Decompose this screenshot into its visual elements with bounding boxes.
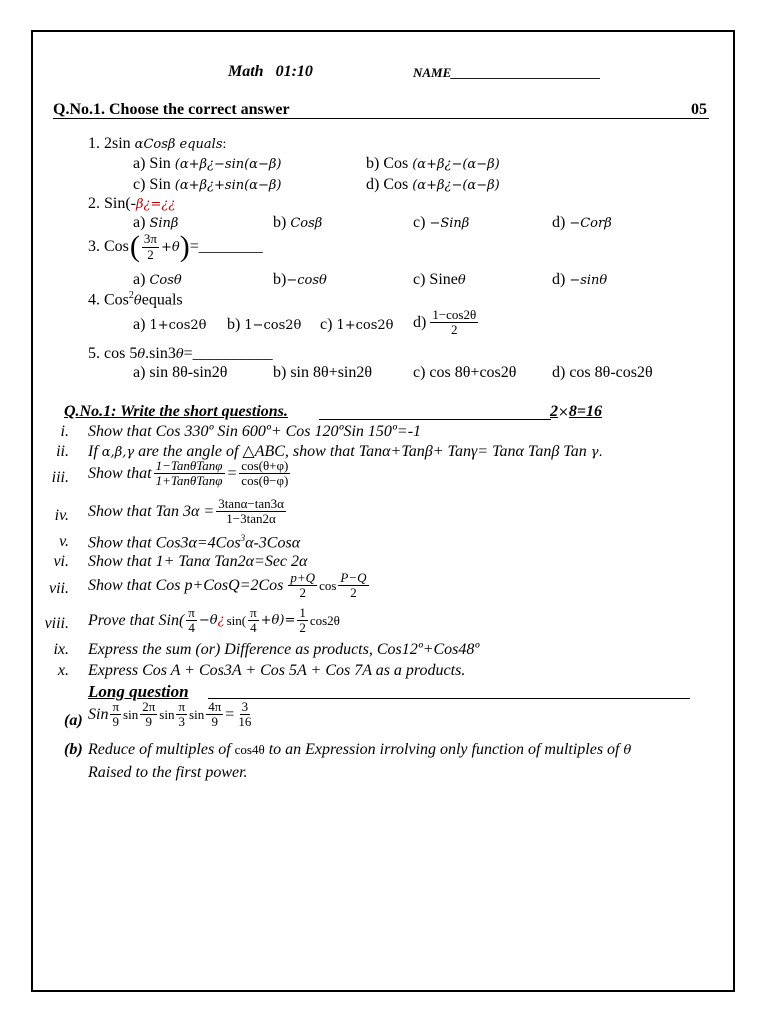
section2-marks bbox=[550, 404, 602, 420]
mcq1-option-c-math: (α+β¿+sin(α−β) bbox=[174, 178, 282, 193]
mcq3-option-a-label: a) bbox=[133, 271, 146, 288]
section1-marks: 05 bbox=[691, 101, 707, 118]
mcq4-option-b[interactable] bbox=[227, 317, 301, 333]
mcq4-option-c-label: c) bbox=[320, 316, 333, 333]
sq-vii-fraction1 bbox=[288, 571, 317, 601]
mcq2-stem-math: β¿=¿¿ bbox=[136, 197, 176, 212]
long-a-text bbox=[88, 700, 255, 730]
sq-iv-text bbox=[88, 497, 288, 527]
mcq4-option-c[interactable] bbox=[320, 317, 393, 333]
long-b-line1 bbox=[88, 742, 631, 758]
sq-viii-mid1: −θ bbox=[198, 613, 218, 629]
mcq2-option-d[interactable] bbox=[552, 215, 612, 231]
sq-i-num: i. bbox=[60, 423, 69, 440]
mcq4-stem-text: 4. Cos bbox=[88, 291, 129, 309]
mcq4-option-a-label: a) bbox=[133, 316, 146, 333]
long-b-line2: Raised to the first power. bbox=[88, 764, 248, 781]
sq-iii-text bbox=[88, 459, 292, 489]
sq-iii-eq: = bbox=[226, 464, 238, 482]
mcq4-option-d-num: 1−cos2θ bbox=[432, 307, 477, 322]
long-a-sin3: sin bbox=[189, 707, 205, 723]
sq-v-text-a: Show that Cos3α=4Cos bbox=[88, 534, 241, 552]
mcq1-option-a-label: a) Sin bbox=[133, 155, 171, 172]
sq-viii-f2-den: 4 bbox=[250, 620, 257, 636]
sq-viii-text bbox=[88, 606, 340, 636]
sq-x-text: Express Cos A + Cos3A + Cos 5A + Cos 7A as a products. bbox=[88, 662, 466, 679]
sq-viii-mid3: +θ)= bbox=[260, 613, 296, 629]
mcq1-option-a-math: (α+β¿−sin(α−β) bbox=[174, 157, 282, 172]
sq-viii-pre: Prove that Sin( bbox=[88, 611, 185, 629]
mcq5-stem-c: .sin3 bbox=[145, 345, 176, 362]
mcq4-stem-sup: 2 bbox=[128, 290, 134, 301]
mcq5-stem bbox=[88, 346, 273, 362]
sq-vi-text: Show that 1+ Tanα Tan2α=Sec 2α bbox=[88, 553, 308, 570]
long-a-f4-num: 4π bbox=[208, 699, 222, 714]
sq-viii-fraction3 bbox=[297, 606, 308, 636]
long-a-eq: = bbox=[225, 705, 235, 723]
mcq3-fraction-num: 3π bbox=[143, 231, 157, 247]
mcq3-option-a[interactable] bbox=[133, 272, 182, 288]
mcq3-option-c[interactable] bbox=[413, 272, 466, 288]
mcq1-option-c[interactable] bbox=[133, 177, 281, 193]
mcq2-option-d-math: −Corβ bbox=[569, 216, 612, 231]
long-a-fraction3 bbox=[176, 700, 187, 730]
section2-underline bbox=[319, 419, 551, 420]
sq-ii-body: are the angle of △ABC, show that Tanα+Tanβ+ Tanγ= Tanα Tanβ Tan bbox=[138, 443, 587, 460]
section1-title: Q.No.1. Choose the correct answer bbox=[53, 101, 290, 118]
mcq5-option-d[interactable]: d) cos 8θ-cos2θ bbox=[552, 364, 653, 381]
sq-iv-den-expr: 1−3tan2α bbox=[226, 511, 276, 527]
mcq1-option-b[interactable] bbox=[366, 156, 500, 172]
sq-viii-fraction2 bbox=[248, 606, 259, 636]
long-a-sin1: sin bbox=[123, 707, 139, 723]
mcq2-option-c[interactable] bbox=[413, 215, 469, 231]
mcq1-option-d-label: d) Cos bbox=[366, 176, 409, 193]
sq-vii-mid: cos bbox=[319, 578, 337, 594]
sq-viii-mid1r: ¿ bbox=[217, 613, 225, 629]
sq-vii-text bbox=[88, 571, 371, 601]
mcq3-option-b[interactable] bbox=[273, 272, 327, 288]
mcq3-fraction-den: 2 bbox=[147, 246, 154, 262]
mcq3-option-b-math: −cosθ bbox=[286, 273, 327, 288]
mcq4-option-b-math: 1−cos2θ bbox=[244, 318, 302, 333]
mcq5-stem-a: 5. cos 5 bbox=[88, 345, 138, 362]
mcq1-option-d-math: (α+β¿−(α−β) bbox=[412, 178, 500, 193]
mcq4-option-d-label: d) bbox=[413, 313, 427, 331]
long-a-f2-num: 2π bbox=[142, 699, 156, 714]
sq-iii-pre: Show that bbox=[88, 464, 152, 482]
sq-viii-f1-num: π bbox=[188, 605, 195, 620]
sq-iv-num-expr: 3tanα−tan3α bbox=[218, 496, 284, 511]
mcq2-stem-text: 2. Sin(- bbox=[88, 195, 136, 212]
sq-viii-f3-den: 2 bbox=[299, 620, 306, 636]
mcq4-option-c-math: 1+cos2θ bbox=[336, 318, 394, 333]
mcq3-plus-theta: +θ bbox=[160, 239, 180, 255]
mcq2-option-a-math: Sinβ bbox=[149, 216, 179, 231]
section2-marks-b: 8=16 bbox=[568, 403, 603, 420]
long-a-fraction4 bbox=[206, 700, 223, 730]
mcq2-option-d-label: d) bbox=[552, 214, 566, 231]
mcq5-stem-theta1: θ bbox=[137, 347, 146, 362]
mcq4-option-d-fraction bbox=[430, 308, 478, 338]
sq-v-sup: 3 bbox=[240, 533, 246, 543]
sq-viii-num: viii. bbox=[44, 615, 69, 632]
sq-vii-pre: Show that Cos p+CosQ=2Cos bbox=[88, 576, 284, 594]
mcq1-option-c-label: c) Sin bbox=[133, 176, 171, 193]
sq-viii-mid2: sin( bbox=[226, 613, 247, 629]
sq-iii-num: iii. bbox=[51, 469, 69, 486]
mcq4-stem-equals: equals bbox=[141, 291, 183, 309]
mcq1-option-b-label: b) Cos bbox=[366, 155, 409, 172]
sq-v-text bbox=[88, 534, 300, 551]
long-a-label: (a) bbox=[64, 712, 83, 729]
sq-viii-f2-num: π bbox=[250, 605, 257, 620]
mcq2-option-a[interactable] bbox=[133, 215, 178, 231]
mcq3-option-c-label: c) Sine bbox=[413, 271, 458, 288]
long-b-label: (b) bbox=[64, 741, 83, 758]
long-a-fraction2 bbox=[140, 700, 157, 730]
mcq3-option-c-math: θ bbox=[457, 273, 466, 288]
mcq3-stem bbox=[88, 232, 263, 262]
mcq5-stem-theta2: θ bbox=[175, 347, 184, 362]
mcq3-option-d-label: d) bbox=[552, 271, 566, 288]
mcq2-option-c-label: c) bbox=[413, 214, 426, 231]
sq-viii-tail: cos2θ bbox=[309, 613, 340, 629]
sq-vii-f2-den: 2 bbox=[350, 585, 357, 601]
mcq3-option-d-math: −sinθ bbox=[569, 273, 608, 288]
mcq2-option-b-math: Cosβ bbox=[290, 216, 323, 231]
sq-ii-math: α,β,γ bbox=[101, 445, 135, 460]
sq-ii-pre: If bbox=[88, 443, 98, 460]
name-field[interactable] bbox=[413, 66, 601, 79]
mcq5-stem-tail: =__________ bbox=[183, 345, 273, 362]
mcq4-option-d[interactable] bbox=[413, 308, 480, 338]
sq-ii-num: ii. bbox=[56, 443, 69, 460]
long-a-f3-num: π bbox=[178, 699, 186, 714]
sq-ix-text: Express the sum (or) Difference as products, Cos12º+Cos48º bbox=[88, 641, 480, 658]
sq-x-num: x. bbox=[57, 662, 69, 679]
mcq4-stem bbox=[88, 291, 183, 308]
sq-v-text-b: α-3Cosα bbox=[245, 534, 301, 552]
sq-vii-fraction2 bbox=[338, 571, 368, 601]
long-b-math-b: θ bbox=[623, 743, 632, 758]
mcq2-option-c-math: −Sinβ bbox=[429, 216, 470, 231]
long-question-underline bbox=[208, 698, 690, 699]
mcq3-option-b-label: b) bbox=[273, 271, 287, 288]
mcq3-option-a-math: Cosθ bbox=[149, 273, 182, 288]
mcq1-stem-num: 1. 2sin bbox=[88, 135, 131, 152]
mcq4-option-a[interactable] bbox=[133, 317, 206, 333]
mcq2-stem bbox=[88, 196, 175, 212]
sq-iii-f1-num: 1−TanθTanφ bbox=[155, 458, 223, 473]
sq-iv-fraction bbox=[216, 497, 286, 527]
sq-vi-num: vi. bbox=[53, 553, 69, 570]
long-b-math-a: cos4θ bbox=[234, 742, 265, 757]
sq-iii-f2-den: cos(θ−φ) bbox=[241, 473, 289, 489]
section1-underline bbox=[53, 118, 709, 119]
mcq5-option-a[interactable]: a) sin 8θ-sin2θ bbox=[133, 364, 228, 381]
mcq1-stem-math: αCosβ equals bbox=[134, 137, 223, 152]
exam-sheet bbox=[31, 30, 735, 992]
sq-iii-fraction1 bbox=[154, 459, 225, 489]
long-a-f1-den: 9 bbox=[112, 714, 119, 730]
subject-title bbox=[228, 64, 313, 80]
name-label: NAME bbox=[413, 65, 452, 80]
sq-vii-f1-den: 2 bbox=[299, 585, 306, 601]
mcq1-option-d[interactable] bbox=[366, 177, 500, 193]
sq-iv-num: iv. bbox=[54, 507, 69, 524]
long-a-f3-den: 3 bbox=[178, 714, 185, 730]
sq-viii-f3-num: 1 bbox=[299, 605, 306, 620]
sq-viii-f1-den: 4 bbox=[188, 620, 195, 636]
mcq3-fraction bbox=[142, 232, 159, 262]
long-a-sin2: sin bbox=[159, 707, 175, 723]
mcq1-option-a[interactable] bbox=[133, 156, 281, 172]
mcq5-option-b[interactable]: b) sin 8θ+sin2θ bbox=[273, 364, 373, 381]
long-a-f4-den: 9 bbox=[211, 714, 218, 730]
section2-title: Q.No.1: Write the short questions. bbox=[64, 403, 288, 420]
mcq2-option-b[interactable] bbox=[273, 215, 322, 231]
subject-code: 01:10 bbox=[275, 63, 313, 80]
name-blank: _______________________ bbox=[451, 65, 601, 80]
mcq3-stem-text: 3. Cos bbox=[88, 238, 129, 255]
long-a-pre: Sin bbox=[88, 705, 109, 723]
mcq1-stem bbox=[88, 136, 226, 152]
sq-vii-num: vii. bbox=[49, 580, 69, 597]
sq-vii-f1-num: p+Q bbox=[290, 570, 316, 585]
mcq2-option-b-label: b) bbox=[273, 214, 287, 231]
sq-ix-num: ix. bbox=[53, 641, 69, 658]
mcq1-stem-tail: : bbox=[222, 137, 227, 152]
section2-marks-a: 2 bbox=[550, 403, 558, 420]
mcq5-option-c[interactable]: c) cos 8θ+cos2θ bbox=[413, 364, 517, 381]
long-a-fraction5 bbox=[236, 700, 253, 730]
sq-iii-f1-den: 1+TanθTanφ bbox=[155, 473, 223, 489]
sq-ii-tail: γ. bbox=[590, 445, 603, 460]
section2-marks-times: × bbox=[558, 405, 569, 420]
mcq3-option-d[interactable] bbox=[552, 272, 607, 288]
long-a-f2-den: 9 bbox=[145, 714, 152, 730]
mcq4-option-b-label: b) bbox=[227, 316, 241, 333]
long-question-title: Long question bbox=[88, 682, 189, 701]
long-b-text-b: to an Expression irrolving only function of multiples of bbox=[268, 741, 620, 758]
sq-viii-fraction1 bbox=[186, 606, 197, 636]
sq-iv-pre: Show that Tan 3α = bbox=[88, 502, 215, 520]
sq-iii-f2-num: cos(θ+φ) bbox=[241, 458, 289, 473]
long-b-text-a: Reduce of multiples of bbox=[88, 741, 231, 758]
mcq2-option-a-label: a) bbox=[133, 214, 146, 231]
mcq3-tail: =________ bbox=[189, 238, 263, 255]
long-a-f5-den: 16 bbox=[238, 714, 252, 730]
sq-v-num: v. bbox=[59, 533, 69, 550]
mcq3-left-paren: ( bbox=[129, 230, 140, 263]
long-a-f1-num: π bbox=[112, 699, 120, 714]
sq-vii-f2-num: P−Q bbox=[340, 570, 367, 585]
mcq4-option-d-den: 2 bbox=[451, 322, 458, 338]
long-a-f5-num: 3 bbox=[241, 699, 249, 714]
mcq3-right-paren: ) bbox=[179, 230, 190, 263]
mcq4-stem-theta: θ bbox=[133, 293, 142, 309]
long-a-fraction1 bbox=[110, 700, 121, 730]
mcq1-option-b-math: (α+β¿−(α−β) bbox=[412, 157, 500, 172]
sq-i-text: Show that Cos 330º Sin 600º+ Cos 120ºSin 150º=-1 bbox=[88, 423, 422, 440]
sq-iii-fraction2 bbox=[239, 459, 290, 489]
subject-name: Math bbox=[228, 63, 264, 80]
mcq4-option-a-math: 1+cos2θ bbox=[149, 318, 207, 333]
